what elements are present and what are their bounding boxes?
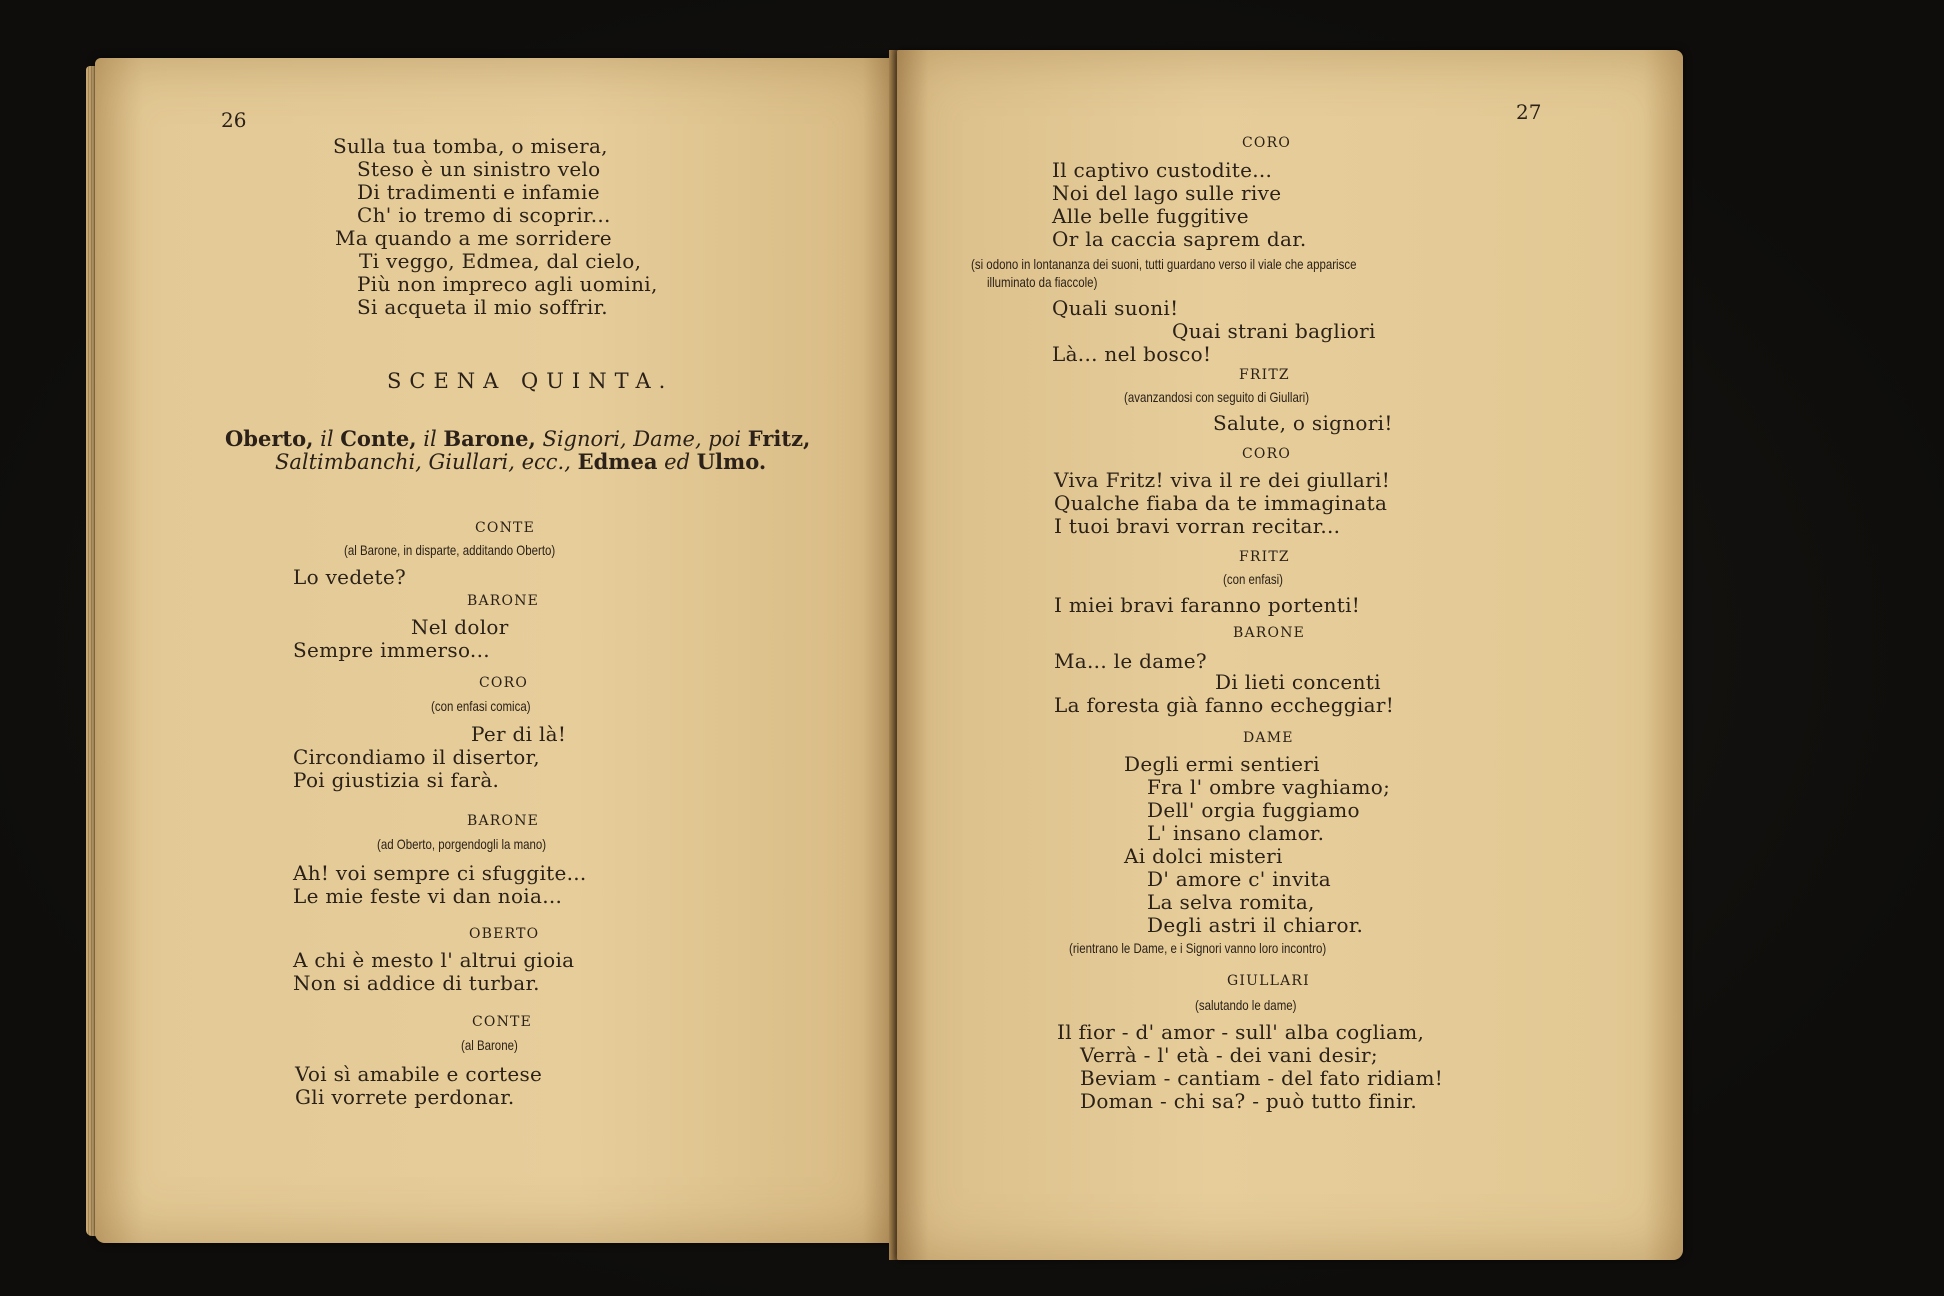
verse-line: Qualche fiaba da te immaginata bbox=[1054, 491, 1388, 515]
cast-list-line-2: Saltimbanchi, Giullari, ecc., Edmea ed Ulmo. bbox=[275, 449, 767, 474]
verse-line: Per di là! bbox=[471, 722, 567, 746]
verse-line: Verrà - l' età - dei vani desir; bbox=[1080, 1043, 1378, 1067]
speaker-name: CONTE bbox=[472, 1014, 532, 1030]
verse-line: L' insano clamor. bbox=[1147, 821, 1325, 845]
verse-line: Dell' orgia fuggiamo bbox=[1147, 798, 1360, 822]
verse-line: A chi è mesto l' altrui gioia bbox=[293, 948, 575, 972]
stage-direction: (con enfasi) bbox=[1223, 571, 1283, 587]
verse-line: Alle belle fuggitive bbox=[1052, 204, 1249, 228]
left-page bbox=[95, 58, 895, 1243]
speaker-name: GIULLARI bbox=[1227, 973, 1310, 989]
speaker-name: FRITZ bbox=[1239, 367, 1290, 383]
speaker-name: BARONE bbox=[467, 813, 540, 829]
verse-line: Quali suoni! bbox=[1052, 296, 1179, 320]
stage-direction: illuminato da fiaccole) bbox=[987, 274, 1098, 290]
stage-direction: (ad Oberto, porgendogli la mano) bbox=[377, 836, 547, 852]
speaker-name: CORO bbox=[479, 675, 529, 691]
right-page bbox=[897, 50, 1683, 1260]
speaker-name: DAME bbox=[1243, 730, 1294, 746]
verse-line: Or la caccia saprem dar. bbox=[1052, 227, 1307, 251]
verse-line: I tuoi bravi vorran recitar... bbox=[1054, 514, 1341, 538]
poem-line: Ch' io tremo di scoprir... bbox=[357, 203, 611, 227]
poem-line: Ti veggo, Edmea, dal cielo, bbox=[359, 249, 642, 273]
speaker-name: BARONE bbox=[467, 593, 540, 609]
speaker-name: OBERTO bbox=[469, 926, 540, 942]
verse-line: Fra l' ombre vaghiamo; bbox=[1147, 775, 1391, 799]
cast-ulmo: Ulmo. bbox=[696, 449, 767, 474]
verse-line: Ai dolci misteri bbox=[1124, 844, 1283, 868]
poem-line: Steso è un sinistro velo bbox=[357, 157, 601, 181]
speaker-name: FRITZ bbox=[1239, 549, 1290, 565]
verse-line: Quai strani bagliori bbox=[1172, 319, 1376, 343]
verse-line: Degli ermi sentieri bbox=[1124, 752, 1320, 776]
verse-line: Lo vedete? bbox=[293, 565, 407, 589]
poem-line: Più non impreco agli uomini, bbox=[357, 272, 658, 296]
stage-direction: (al Barone, in disparte, additando Oberto) bbox=[344, 542, 556, 558]
verse-line: Noi del lago sulle rive bbox=[1052, 181, 1282, 205]
cast-barone: Barone, bbox=[443, 426, 536, 451]
speaker-name: CORO bbox=[1242, 446, 1292, 462]
stage-direction: (con enfasi comica) bbox=[431, 698, 531, 714]
verse-line: Sempre immerso... bbox=[293, 638, 490, 662]
verse-line: Salute, o signori! bbox=[1213, 411, 1393, 435]
verse-line: Il fior - d' amor - sull' alba cogliam, bbox=[1057, 1020, 1425, 1044]
verse-line: Di lieti concenti bbox=[1215, 670, 1381, 694]
cast-list-line-1: Oberto, il Conte, il Barone, Signori, Dame, poi Fritz, bbox=[225, 426, 811, 451]
verse-line: Voi sì amabile e cortese bbox=[295, 1062, 543, 1086]
verse-line: D' amore c' invita bbox=[1147, 867, 1331, 891]
poem-line: Si acqueta il mio soffrir. bbox=[357, 295, 608, 319]
verse-line: Viva Fritz! viva il re dei giullari! bbox=[1054, 468, 1391, 492]
verse-line: Circondiamo il disertor, bbox=[293, 745, 540, 769]
speaker-name: BARONE bbox=[1233, 625, 1306, 641]
speaker-name: CORO bbox=[1242, 135, 1292, 151]
verse-line: Il captivo custodite... bbox=[1052, 158, 1273, 182]
verse-line: Ma... le dame? bbox=[1054, 649, 1207, 673]
cast-fritz: Fritz, bbox=[747, 426, 811, 451]
cast-conte: Conte, bbox=[340, 426, 417, 451]
stage-direction: (salutando le dame) bbox=[1195, 997, 1297, 1013]
stage-direction: (avanzandosi con seguito di Giullari) bbox=[1124, 389, 1310, 405]
verse-line: Nel dolor bbox=[411, 615, 509, 639]
verse-line: La foresta già fanno eccheggiar! bbox=[1054, 693, 1395, 717]
verse-line: Degli astri il chiaror. bbox=[1147, 913, 1364, 937]
cast-edmea: Edmea bbox=[577, 449, 658, 474]
verse-line: La selva romita, bbox=[1147, 890, 1315, 914]
poem-line: Di tradimenti e infamie bbox=[357, 180, 600, 204]
page-number-right: 27 bbox=[1516, 100, 1542, 124]
stage-direction: (rientrano le Dame, e i Signori vanno loro incontro) bbox=[1069, 940, 1327, 956]
verse-line: Gli vorrete perdonar. bbox=[295, 1085, 515, 1109]
verse-line: Poi giustizia si farà. bbox=[293, 768, 500, 792]
verse-line: I miei bravi faranno portenti! bbox=[1054, 593, 1361, 617]
stage-direction: (si odono in lontananza dei suoni, tutti guardano verso il viale che apparisce bbox=[971, 256, 1357, 272]
verse-line: Ah! voi sempre ci sfuggite... bbox=[293, 861, 587, 885]
verse-line: Non si addice di turbar. bbox=[293, 971, 540, 995]
verse-line: Le mie feste vi dan noia... bbox=[293, 884, 563, 908]
speaker-name: CONTE bbox=[475, 520, 535, 536]
verse-line: Beviam - cantiam - del fato ridiam! bbox=[1080, 1066, 1444, 1090]
poem-line: Ma quando a me sorridere bbox=[335, 226, 612, 250]
poem-line: Sulla tua tomba, o misera, bbox=[333, 134, 608, 158]
verse-line: Doman - chi sa? - può tutto finir. bbox=[1080, 1089, 1418, 1113]
page-number-left: 26 bbox=[221, 108, 247, 132]
verse-line: Là... nel bosco! bbox=[1052, 342, 1212, 366]
scene-title: SCENA QUINTA. bbox=[387, 369, 674, 393]
stage-direction: (al Barone) bbox=[461, 1037, 518, 1053]
cast-oberto: Oberto, bbox=[225, 426, 314, 451]
